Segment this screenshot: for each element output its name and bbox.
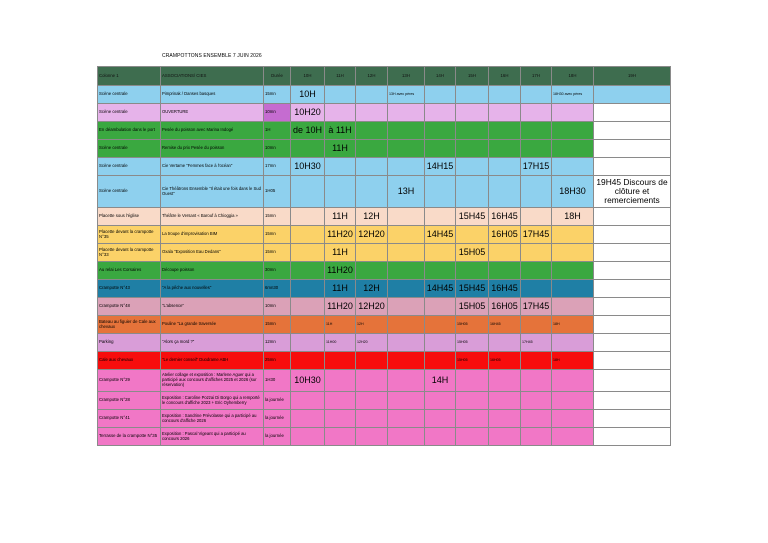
duration-cell: 1H <box>264 122 291 140</box>
empty-slot <box>356 410 388 428</box>
empty-slot <box>456 158 489 176</box>
empty-slot <box>291 392 325 410</box>
empty-slot <box>456 104 489 122</box>
location-cell: Scène centrale <box>98 158 161 176</box>
time-slot: 17H45 <box>521 226 552 244</box>
empty-slot <box>521 176 552 208</box>
schedule-row <box>98 410 671 428</box>
location-cell: Crampotte N°41 <box>98 410 161 428</box>
time-slot: 16H05 <box>489 226 521 244</box>
location-cell: En déambulation dans le port <box>98 122 161 140</box>
time-slot: 10H30 <box>291 158 325 176</box>
empty-slot <box>388 280 425 298</box>
time-slot: 12H <box>356 316 388 334</box>
time-slot: 17H45 <box>521 298 552 316</box>
column-header: 17H <box>521 67 552 86</box>
association-cell: La troupe d'improvisation BIM <box>161 226 264 244</box>
empty-slot <box>388 410 425 428</box>
column-header: 16H <box>489 67 521 86</box>
association-cell: Remise du prix Pesée du poisson <box>161 140 264 158</box>
empty-slot <box>291 262 325 280</box>
schedule-row <box>98 280 671 298</box>
empty-slot <box>521 140 552 158</box>
empty-slot <box>521 352 552 370</box>
empty-slot <box>356 86 388 104</box>
empty-slot <box>594 158 671 176</box>
schedule-row <box>98 158 671 176</box>
location-cell: Crampotte N°43 <box>98 280 161 298</box>
column-header: Durée <box>264 67 291 86</box>
header-row <box>98 67 671 86</box>
duration-cell: 25mn <box>264 352 291 370</box>
time-slot: 18H <box>552 316 594 334</box>
empty-slot <box>521 104 552 122</box>
time-slot: 14H <box>425 370 456 392</box>
empty-slot <box>489 428 521 446</box>
association-cell: Exposition : Sandrine Prévolasse qui a participé au concours d'affiche 2026 <box>161 410 264 428</box>
location-cell: Crampotte N°48 <box>98 298 161 316</box>
empty-slot <box>325 370 356 392</box>
empty-slot <box>521 280 552 298</box>
empty-slot <box>521 262 552 280</box>
empty-slot <box>291 226 325 244</box>
location-cell: Terrasse de la crampotte N°35 <box>98 428 161 446</box>
empty-slot <box>388 316 425 334</box>
duration-cell: 15mn <box>264 226 291 244</box>
schedule-row <box>98 86 671 104</box>
schedule-row <box>98 140 671 158</box>
time-slot: 16H05 <box>489 298 521 316</box>
duration-cell: 15mn <box>264 208 291 226</box>
location-cell: Scène centrale <box>98 104 161 122</box>
empty-slot <box>388 298 425 316</box>
schedule-row <box>98 122 671 140</box>
column-header: 19H <box>594 67 671 86</box>
location-cell: Placette sous l'église <box>98 208 161 226</box>
empty-slot <box>552 226 594 244</box>
time-slot: 15H45 <box>456 280 489 298</box>
empty-slot <box>521 370 552 392</box>
empty-slot <box>291 140 325 158</box>
association-cell: Théâtre le Versant « Barouf à Chioggia » <box>161 208 264 226</box>
empty-slot <box>291 280 325 298</box>
empty-slot <box>594 298 671 316</box>
time-slot: 10H <box>291 86 325 104</box>
empty-slot <box>456 370 489 392</box>
empty-slot <box>456 176 489 208</box>
empty-slot <box>489 334 521 352</box>
empty-slot <box>425 104 456 122</box>
empty-slot <box>594 208 671 226</box>
empty-slot <box>456 410 489 428</box>
empty-slot <box>388 140 425 158</box>
empty-slot <box>325 104 356 122</box>
empty-slot <box>388 428 425 446</box>
empty-slot <box>552 244 594 262</box>
location-cell: Crampotte N°28 <box>98 392 161 410</box>
empty-slot <box>552 158 594 176</box>
empty-slot <box>325 86 356 104</box>
empty-slot <box>521 410 552 428</box>
time-slot: 11H <box>325 280 356 298</box>
location-cell: Placette devant la crampotte N°33 <box>98 244 161 262</box>
empty-slot <box>291 244 325 262</box>
time-slot: 15H05 <box>456 244 489 262</box>
time-slot: 11H <box>325 316 356 334</box>
association-cell: Atelier collage et exposition : Marlene Aguer qui a participé aux concours d'affiches 2025 et 2026 (sur réservation) <box>161 370 264 392</box>
duration-cell: 12mn <box>264 334 291 352</box>
association-cell: Cie Vertame "Femmes face à l'océan" <box>161 158 264 176</box>
time-slot: 17H45 <box>521 334 552 352</box>
empty-slot <box>356 428 388 446</box>
empty-slot <box>291 428 325 446</box>
location-cell: Bateau au figuier de Cale aux chevaux <box>98 316 161 334</box>
time-slot: de 10H <box>291 122 325 140</box>
empty-slot <box>425 244 456 262</box>
duration-cell: 10mn <box>264 140 291 158</box>
time-slot: 15H45 <box>456 208 489 226</box>
empty-slot <box>489 176 521 208</box>
empty-slot <box>388 244 425 262</box>
empty-slot <box>388 104 425 122</box>
duration-cell: la journée <box>264 410 291 428</box>
time-slot: 11H20 <box>325 262 356 280</box>
empty-slot <box>356 158 388 176</box>
time-slot: 12H20 <box>356 298 388 316</box>
time-slot: 14H15 <box>425 158 456 176</box>
empty-slot <box>456 262 489 280</box>
empty-slot <box>552 104 594 122</box>
empty-slot <box>594 226 671 244</box>
column-header: 15H <box>456 67 489 86</box>
empty-slot <box>489 370 521 392</box>
empty-slot <box>521 122 552 140</box>
empty-slot <box>456 226 489 244</box>
schedule-row <box>98 226 671 244</box>
empty-slot <box>425 122 456 140</box>
time-slot: 14H45 <box>425 226 456 244</box>
location-cell: Scène centrale <box>98 140 161 158</box>
time-slot: 11H00 <box>325 334 356 352</box>
empty-slot <box>425 410 456 428</box>
empty-slot <box>521 244 552 262</box>
empty-slot <box>456 428 489 446</box>
empty-slot <box>552 262 594 280</box>
empty-slot <box>388 352 425 370</box>
association-cell: "Alors ça mord ?" <box>161 334 264 352</box>
empty-slot <box>356 352 388 370</box>
empty-slot <box>356 392 388 410</box>
association-cell: OUVERTURE <box>161 104 264 122</box>
schedule-row <box>98 176 671 208</box>
time-slot: à 11H <box>325 122 356 140</box>
empty-slot <box>594 370 671 392</box>
empty-slot <box>425 428 456 446</box>
empty-slot <box>552 428 594 446</box>
association-cell: Pesée du poisson avec Marina Indogé <box>161 122 264 140</box>
schedule-row <box>98 208 671 226</box>
empty-slot <box>521 316 552 334</box>
empty-slot <box>425 392 456 410</box>
empty-slot <box>521 208 552 226</box>
empty-slot <box>456 86 489 104</box>
empty-slot <box>388 208 425 226</box>
empty-slot <box>425 334 456 352</box>
empty-slot <box>594 352 671 370</box>
empty-slot <box>456 122 489 140</box>
empty-slot <box>552 298 594 316</box>
empty-slot <box>552 122 594 140</box>
empty-slot <box>594 316 671 334</box>
location-cell: Cale aux chevaux <box>98 352 161 370</box>
time-slot: 16H45 <box>489 208 521 226</box>
time-slot: 15H05 <box>456 298 489 316</box>
duration-cell: 1H30 <box>264 370 291 392</box>
time-slot: 13H <box>388 176 425 208</box>
empty-slot <box>388 158 425 176</box>
empty-slot <box>325 158 356 176</box>
time-slot: 18H <box>552 352 594 370</box>
schedule-row <box>98 298 671 316</box>
empty-slot <box>425 316 456 334</box>
association-cell: "Le dernier conseil" Duodrame ABH <box>161 352 264 370</box>
schedule-row <box>98 104 671 122</box>
empty-slot <box>425 352 456 370</box>
empty-slot <box>594 410 671 428</box>
document-title: CRAMPOTTONS ENSEMBLE 7 JUIN 2026 <box>162 53 262 59</box>
duration-cell: 15mn <box>264 86 291 104</box>
empty-slot <box>552 334 594 352</box>
empty-slot <box>388 226 425 244</box>
empty-slot <box>291 298 325 316</box>
association-cell: Cie Théâtrons Ensemble "Il était une fois dans le Sud Ouest" <box>161 176 264 208</box>
empty-slot <box>356 104 388 122</box>
column-header: 12H <box>356 67 388 86</box>
association-cell: "A la pêche aux nouvelles" <box>161 280 264 298</box>
time-slot: 11H <box>325 140 356 158</box>
empty-slot <box>594 86 671 104</box>
empty-slot <box>388 334 425 352</box>
empty-slot <box>291 410 325 428</box>
time-slot: 14H45 <box>425 280 456 298</box>
empty-slot <box>489 158 521 176</box>
time-slot: 18H30 avec pères <box>552 86 594 104</box>
empty-slot <box>594 334 671 352</box>
schedule-row <box>98 370 671 392</box>
empty-slot <box>291 352 325 370</box>
empty-slot <box>594 244 671 262</box>
time-slot: 10H30 <box>291 370 325 392</box>
empty-slot <box>356 262 388 280</box>
duration-cell: 10mn <box>264 298 291 316</box>
empty-slot <box>356 176 388 208</box>
time-slot: 11H20 <box>325 298 356 316</box>
column-header: 13H <box>388 67 425 86</box>
empty-slot <box>388 262 425 280</box>
time-slot: 15H05 <box>456 334 489 352</box>
schedule-row <box>98 392 671 410</box>
empty-slot <box>425 140 456 158</box>
empty-slot <box>594 104 671 122</box>
duration-cell: 1H05 <box>264 176 291 208</box>
location-cell: Scène centrale <box>98 176 161 208</box>
empty-slot <box>594 122 671 140</box>
empty-slot <box>594 140 671 158</box>
empty-slot <box>489 392 521 410</box>
association-cell: Pimprinak / Danses basques <box>161 86 264 104</box>
location-cell: Crampotte N°29 <box>98 370 161 392</box>
association-cell: Exposition : Caroline Pozzai Di Borgo qui a remporté le concours d'affiche 2023 + Eric Oyhemberry <box>161 392 264 410</box>
column-header: Colonne 1 <box>98 67 161 86</box>
empty-slot <box>325 392 356 410</box>
empty-slot <box>489 104 521 122</box>
empty-slot <box>552 280 594 298</box>
time-slot: 12H20 <box>356 334 388 352</box>
time-slot: 12H20 <box>356 226 388 244</box>
empty-slot <box>594 392 671 410</box>
empty-slot <box>489 410 521 428</box>
location-cell: Au relai Les Corsaires <box>98 262 161 280</box>
location-cell: Scène centrale <box>98 86 161 104</box>
duration-cell: 10mn <box>264 104 291 122</box>
empty-slot <box>521 428 552 446</box>
schedule-row <box>98 316 671 334</box>
empty-slot <box>489 86 521 104</box>
empty-slot <box>388 392 425 410</box>
empty-slot <box>489 122 521 140</box>
empty-slot <box>425 176 456 208</box>
empty-slot <box>356 122 388 140</box>
empty-slot <box>425 262 456 280</box>
schedule-row <box>98 334 671 352</box>
empty-slot <box>552 370 594 392</box>
schedule-row <box>98 428 671 446</box>
time-slot: 18H <box>552 208 594 226</box>
empty-slot <box>521 86 552 104</box>
empty-slot <box>456 140 489 158</box>
location-cell: Placette devant la crampotte N°35 <box>98 226 161 244</box>
time-slot: 17H15 <box>521 158 552 176</box>
empty-slot <box>594 262 671 280</box>
time-slot: 16H45 <box>489 316 521 334</box>
association-cell: Découpe poisson <box>161 262 264 280</box>
duration-cell: 15mn <box>264 244 291 262</box>
duration-cell: 17mn <box>264 158 291 176</box>
empty-slot <box>356 140 388 158</box>
empty-slot <box>489 262 521 280</box>
time-slot: 11H <box>325 208 356 226</box>
empty-slot <box>388 370 425 392</box>
empty-slot <box>325 352 356 370</box>
column-header: ASSOCIATIONS/ CIES <box>161 67 264 86</box>
association-cell: Pouline "La grande traversée <box>161 316 264 334</box>
empty-slot <box>325 428 356 446</box>
duration-cell: la journée <box>264 392 291 410</box>
time-slot: 19H45 Discours de clôture et remerciements <box>594 176 671 208</box>
association-cell: Oxala "Exposition Eau Dedans" <box>161 244 264 262</box>
duration-cell: 30mn <box>264 262 291 280</box>
empty-slot <box>594 428 671 446</box>
time-slot: 12H <box>356 208 388 226</box>
duration-cell: 15mn <box>264 316 291 334</box>
empty-slot <box>552 392 594 410</box>
empty-slot <box>291 334 325 352</box>
column-header: 10H <box>291 67 325 86</box>
time-slot: 11H <box>325 244 356 262</box>
schedule-table <box>97 66 671 446</box>
empty-slot <box>489 244 521 262</box>
empty-slot <box>521 392 552 410</box>
association-cell: Exposition : Pascal Vigeant qui a participé au concours 2026 <box>161 428 264 446</box>
column-header: 11H <box>325 67 356 86</box>
time-slot: 15H05 <box>456 316 489 334</box>
empty-slot <box>325 410 356 428</box>
empty-slot <box>594 280 671 298</box>
empty-slot <box>291 208 325 226</box>
duration-cell: la journée <box>264 428 291 446</box>
time-slot: 10H20 <box>291 104 325 122</box>
association-cell: "L'absence" <box>161 298 264 316</box>
column-header: 14H <box>425 67 456 86</box>
empty-slot <box>425 208 456 226</box>
time-slot: 18H30 <box>552 176 594 208</box>
time-slot: 15H05 <box>456 352 489 370</box>
time-slot: 16H45 <box>489 280 521 298</box>
schedule-row <box>98 262 671 280</box>
empty-slot <box>552 140 594 158</box>
empty-slot <box>425 298 456 316</box>
empty-slot <box>552 410 594 428</box>
schedule-row <box>98 244 671 262</box>
duration-cell: 6mn30 <box>264 280 291 298</box>
time-slot: 12H <box>356 280 388 298</box>
empty-slot <box>356 244 388 262</box>
column-header: 18H <box>552 67 594 86</box>
time-slot: 11H20 <box>325 226 356 244</box>
empty-slot <box>291 316 325 334</box>
schedule-row <box>98 352 671 370</box>
empty-slot <box>456 392 489 410</box>
time-slot: 16H05 <box>489 352 521 370</box>
empty-slot <box>388 122 425 140</box>
empty-slot <box>356 370 388 392</box>
time-slot: 13H avec pères <box>388 86 425 104</box>
empty-slot <box>425 86 456 104</box>
empty-slot <box>325 176 356 208</box>
location-cell: Parking <box>98 334 161 352</box>
empty-slot <box>489 140 521 158</box>
empty-slot <box>291 176 325 208</box>
